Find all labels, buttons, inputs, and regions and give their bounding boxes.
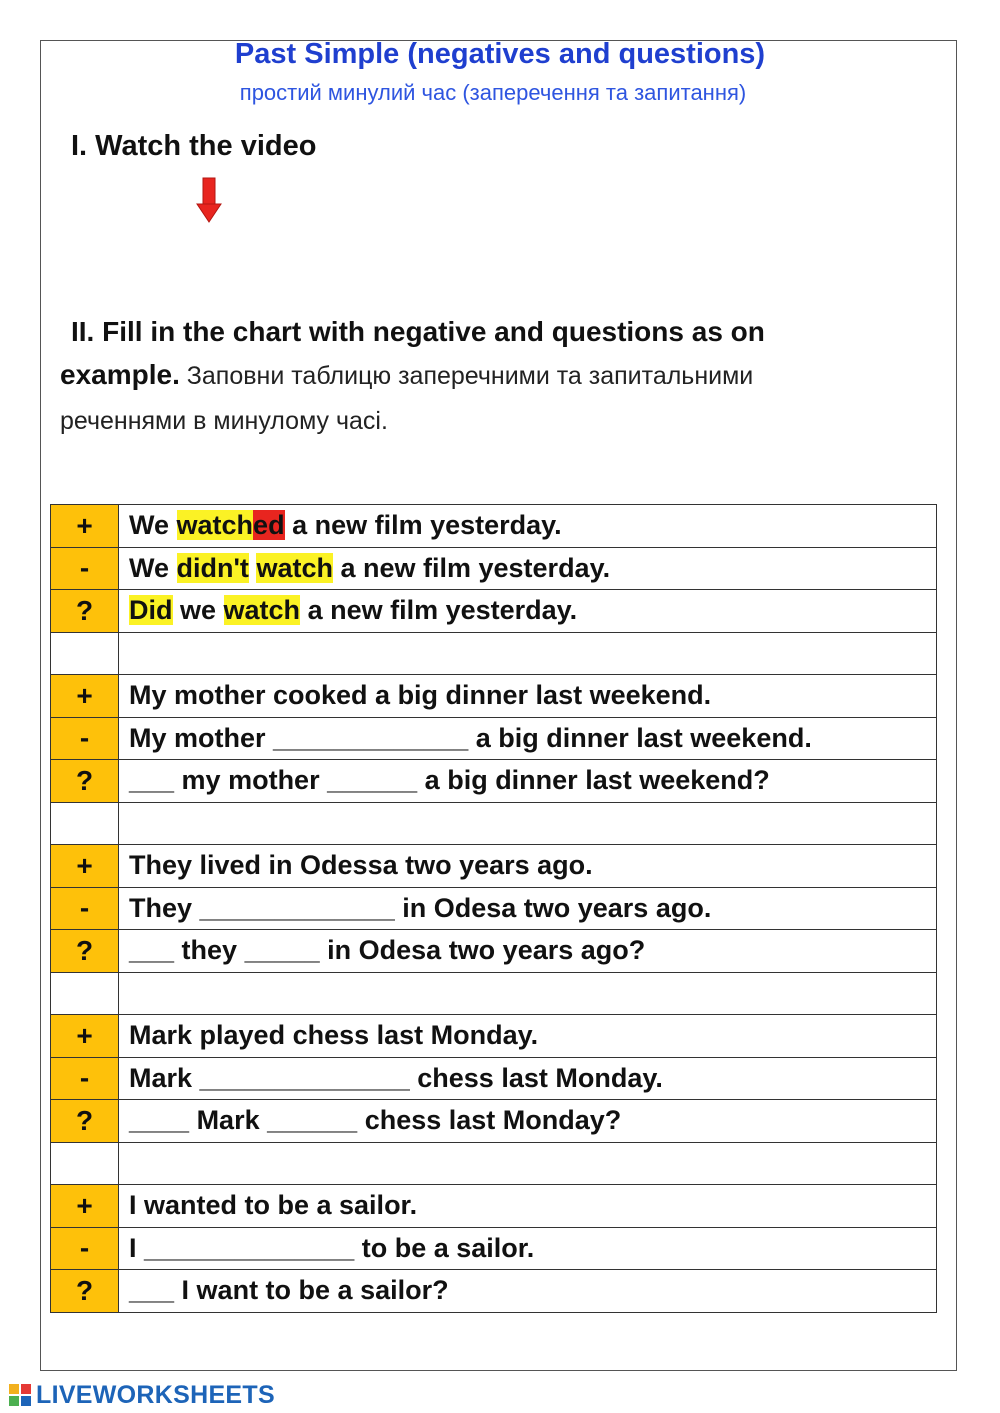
sentence-cell[interactable]: ____ Mark ______ chess last Monday? xyxy=(119,1100,937,1143)
sentence-chart xyxy=(50,504,937,1313)
empty-text-cell xyxy=(119,632,937,675)
sign-cell: - xyxy=(51,547,119,590)
section-2-heading-line1: II. Fill in the chart with negative and questions as on xyxy=(71,316,765,347)
sentence-cell[interactable]: They _____________ in Odesa two years ago. xyxy=(119,887,937,930)
liveworksheets-logo-icon xyxy=(8,1382,34,1408)
sentence-cell[interactable]: I wanted to be a sailor. xyxy=(119,1185,937,1228)
liveworksheets-footer xyxy=(8,1381,275,1409)
section-2-instructions xyxy=(60,310,920,443)
sign-cell: + xyxy=(51,1185,119,1228)
sentence-cell[interactable]: I ______________ to be a sailor. xyxy=(119,1227,937,1270)
sign-cell: + xyxy=(51,505,119,548)
sign-cell: + xyxy=(51,1015,119,1058)
sign-cell: - xyxy=(51,1057,119,1100)
sentence-cell[interactable]: ___ my mother ______ a big dinner last weekend? xyxy=(119,760,937,803)
sign-cell: - xyxy=(51,887,119,930)
empty-text-cell xyxy=(119,972,937,1015)
table-row xyxy=(51,590,937,633)
table-row xyxy=(51,1100,937,1143)
sign-cell: ? xyxy=(51,760,119,803)
sentence-cell[interactable]: My mother cooked a big dinner last weekend. xyxy=(119,675,937,718)
empty-sign-cell xyxy=(51,1142,119,1185)
table-row xyxy=(51,547,937,590)
separator-row xyxy=(51,972,937,1015)
sign-cell: + xyxy=(51,675,119,718)
empty-sign-cell xyxy=(51,632,119,675)
red-down-arrow-icon xyxy=(196,176,222,224)
sign-cell: ? xyxy=(51,1100,119,1143)
sign-cell: ? xyxy=(51,590,119,633)
empty-text-cell xyxy=(119,1142,937,1185)
table-row xyxy=(51,1227,937,1270)
sentence-cell[interactable]: ___ I want to be a sailor? xyxy=(119,1270,937,1313)
page-title: Past Simple (negatives and questions) xyxy=(234,38,766,70)
empty-text-cell xyxy=(119,802,937,845)
sign-cell: ? xyxy=(51,1270,119,1313)
separator-row xyxy=(51,632,937,675)
sentence-cell[interactable]: ___ they _____ in Odesa two years ago? xyxy=(119,930,937,973)
sign-cell: + xyxy=(51,845,119,888)
section-1-heading: I. Watch the video xyxy=(71,130,317,162)
table-row xyxy=(51,675,937,718)
empty-sign-cell xyxy=(51,972,119,1015)
separator-row xyxy=(51,802,937,845)
sign-cell: - xyxy=(51,717,119,760)
sign-cell: - xyxy=(51,1227,119,1270)
table-row xyxy=(51,887,937,930)
sentence-cell[interactable]: Mark played chess last Monday. xyxy=(119,1015,937,1058)
table-row xyxy=(51,505,937,548)
table-row xyxy=(51,930,937,973)
separator-row xyxy=(51,1142,937,1185)
table-row xyxy=(51,1270,937,1313)
page-subtitle: простий минулий час (заперечення та запитання) xyxy=(239,80,747,105)
section-2-heading-line2: example. xyxy=(60,359,180,390)
table-row xyxy=(51,1057,937,1100)
table-row xyxy=(51,717,937,760)
sentence-cell[interactable]: My mother _____________ a big dinner last weekend. xyxy=(119,717,937,760)
table-row xyxy=(51,1015,937,1058)
example-question: Did we watch a new film yesterday. xyxy=(119,590,937,633)
ukrainian-instruction-line2: реченнями в минулому часі. xyxy=(60,407,388,435)
table-row xyxy=(51,845,937,888)
ukrainian-instruction-line1: Заповни таблицю заперечними та запитальними xyxy=(179,362,754,390)
table-row xyxy=(51,1185,937,1228)
example-affirmative: We watched a new film yesterday. xyxy=(119,505,937,548)
table-row xyxy=(51,760,937,803)
empty-sign-cell xyxy=(51,802,119,845)
sentence-cell[interactable]: They lived in Odessa two years ago. xyxy=(119,845,937,888)
sign-cell: ? xyxy=(51,930,119,973)
liveworksheets-logo-text: LIVEWORKSHEETS xyxy=(36,1380,275,1409)
example-negative: We didn't watch a new film yesterday. xyxy=(119,547,937,590)
sentence-cell[interactable]: Mark ______________ chess last Monday. xyxy=(119,1057,937,1100)
